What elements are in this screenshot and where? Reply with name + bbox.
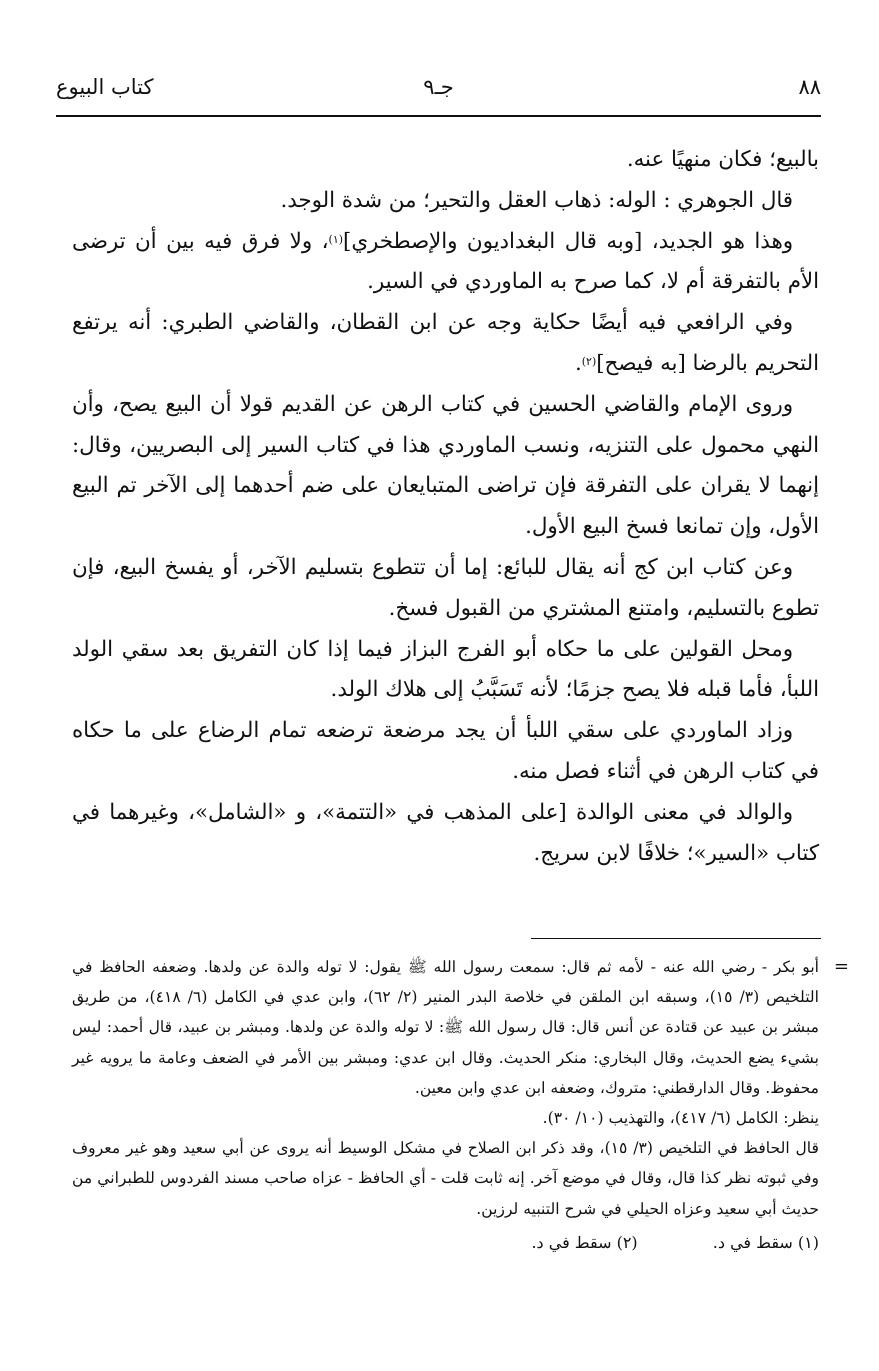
footnote-2: (٢) سقط في د. (531, 1232, 638, 1252)
main-text (72, 140, 819, 874)
footnote-hafiz: قال الحافظ في التلخيص (٣/ ١٥)، وقد ذكر ابن الصلاح في مشكل الوسيط أنه يروى عن أبي سعيد وهو غير معروف وفي ثبوته نظر كذا قال، وقال في موضع آخر. إنه ثابت قلت - أي الحافظ - عزاه صاحب مسند الفردوس للطبراني من حديث أبي سعيد وعزاه الحيلي في شرح التنبيه لرزين. (72, 1139, 819, 1218)
footnote-refs (72, 1228, 819, 1258)
paragraph-7: ومحل القولين على ما حكاه أبو الفرج البزاز فيما إذا كان التفريق بعد سقي الولد اللبأ، فأما قبله فلا يصح جزمًا؛ لأنه تَسَبَّبُ إلى هلاك الولد. (72, 636, 819, 703)
page-number: ٨٨ (798, 75, 821, 99)
paragraph-5: وروى الإمام والقاضي الحسين في كتاب الرهن عن القديم قولا أن البيع يصح، وأن النهي محمول على التنزيه، ونسب الماوردي هذا في كتاب السير إلى البصريين، وقال: إنهما لا يقران على التفرقة فإن تراضى المتبايعان على ضم أحدهما إلى الآخر تم البيع الأول، وإن تمانعا فسخ البيع الأول. (72, 391, 819, 540)
paragraph-2: قال الجوهري : الوله: ذهاب العقل والتحير؛ من شدة الوجد. (280, 187, 793, 213)
header-divider (56, 115, 821, 117)
footnote-divider (531, 938, 821, 939)
paragraph-9: والوالد في معنى الوالدة [على المذهب في «التتمة»، و «الشامل»، وغيرهما في كتاب «السير»؛ خلافًا لابن سريج. (72, 799, 819, 866)
volume-number: جـ٩ (423, 75, 454, 99)
paragraph-4-text-a: وفي الرافعي فيه أيضًا حكاية وجه عن ابن القطان، والقاضي الطبري: أنه يرتفع التحريم بالرضا [به فيصح] (72, 310, 819, 376)
paragraph-3-text-a: وهذا هو الجديد، [وبه قال البغداديون والإصطخري] (343, 228, 793, 254)
footnote-1: (١) سقط في د. (712, 1232, 819, 1252)
book-title: كتاب البيوع (56, 75, 154, 99)
footnotes (72, 952, 849, 1258)
paragraph-4 (72, 303, 819, 385)
paragraph-1: بالبيع؛ فكان منهيًا عنه. (626, 147, 819, 172)
footnote-ref-2: (٢) (581, 354, 597, 368)
paragraph-4-text-b: . (574, 350, 582, 376)
page-header (56, 72, 821, 108)
continuation-mark: = (833, 956, 849, 977)
footnote-see: ينظر: الكامل (٦/ ٤١٧)، والتهذيب (١٠/ ٣٠). (542, 1109, 819, 1128)
paragraph-3-text-b: ، ولا فرق فيه بين أن ترضى الأم بالتفرقة أم لا، كما صرح به الماوردي في السير. (72, 228, 819, 295)
paragraph-6: وعن كتاب ابن كج أنه يقال للبائع: إما أن تتطوع بتسليم الآخر، أو يفسخ البيع، فإن تطوع بالتسليم، وامتنع المشتري من القبول فسخ. (72, 554, 819, 621)
footnote-ref-1: (١) (328, 232, 344, 246)
paragraph-3 (72, 222, 819, 304)
footnote-continuation: أبو بكر - رضي الله عنه - لأمه ثم قال: سمعت رسول الله ﷺ يقول: لا توله والدة عن ولدها. وضعفه الحافظ في التلخيص (٣/ ١٥)، وسبقه ابن الملقن في خلاصة البدر المنير (٢/ ٦٢)، وابن عدي في الكامل (٦/ ٤١٨)، من طريق مبشر بن عبيد عن قتادة عن أنس قال: قال رسول الله ﷺ: لا توله والدة عن ولدها. ومبشر بن عبيد، قال أحمد: ليس بشيء يضع الحديث، وقال البخاري: منكر الحديث. وقال ابن عدي: ومبشر بين الأمر في الضعف وعامة ما يرويه غير محفوظ. وقال الدارقطني: متروك، وضعفه ابن عدي وابن معين. (72, 958, 819, 1097)
paragraph-8: وزاد الماوردي على سقي اللبأ أن يجد مرضعة ترضعه تمام الرضاع على ما حكاه في كتاب الرهن في أثناء فصل منه. (72, 718, 819, 784)
